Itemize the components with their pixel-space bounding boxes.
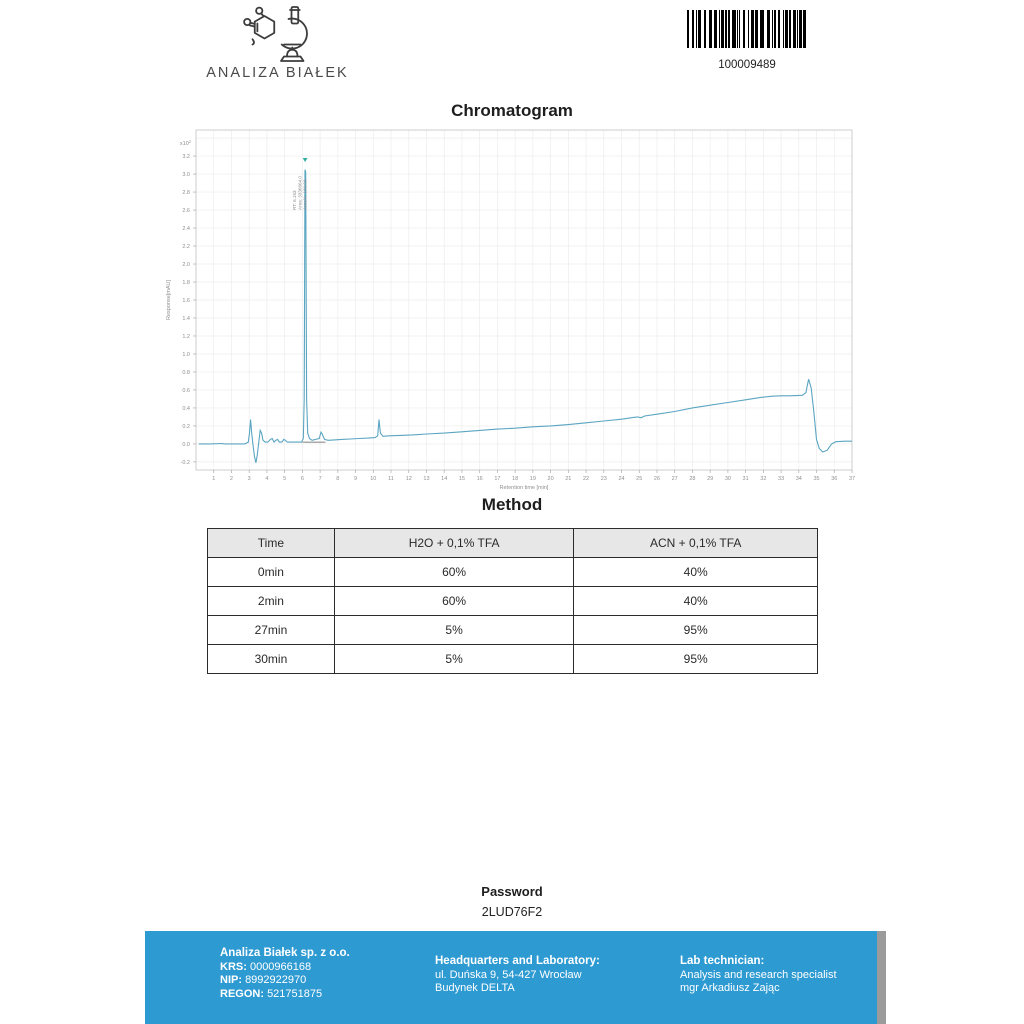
svg-text:24: 24 [618, 476, 625, 482]
method-table-cell: 40% [574, 587, 818, 616]
svg-text:2.8: 2.8 [182, 190, 190, 197]
footer-nip [220, 974, 350, 988]
svg-text:1.0: 1.0 [182, 351, 190, 358]
footer-bar [145, 931, 877, 1024]
headquarters-title: Headquarters and Laboratory: [435, 955, 600, 967]
logo-text: ANALIZA BIAŁEK [206, 65, 349, 81]
page-edge-strip [877, 931, 886, 1024]
svg-text:0.4: 0.4 [182, 405, 190, 412]
svg-text:1.2: 1.2 [182, 333, 190, 340]
headquarters-address-line2: Budynek DELTA [435, 982, 515, 994]
method-header-time: Time [208, 529, 335, 558]
method-table-cell: 5% [334, 616, 574, 645]
svg-text:-0.2: -0.2 [180, 459, 190, 466]
svg-text:2.4: 2.4 [182, 226, 190, 233]
svg-text:30: 30 [724, 476, 731, 482]
svg-text:1: 1 [212, 476, 216, 482]
method-table-row [208, 616, 818, 645]
svg-text:6: 6 [300, 476, 304, 482]
method-table-cell: 95% [574, 616, 818, 645]
svg-text:1.4: 1.4 [182, 315, 190, 322]
svg-text:11: 11 [388, 476, 394, 482]
nip-value: 8992922970 [245, 974, 307, 986]
svg-text:3: 3 [247, 476, 251, 482]
svg-text:RT: 6.153: RT: 6.153 [292, 190, 298, 210]
svg-text:32: 32 [760, 476, 767, 482]
svg-text:13: 13 [423, 476, 430, 482]
svg-text:Retention time [min]: Retention time [min] [499, 485, 549, 491]
svg-text:8: 8 [336, 476, 340, 482]
svg-text:12: 12 [405, 476, 412, 482]
svg-text:2.2: 2.2 [182, 244, 190, 251]
svg-text:17: 17 [494, 476, 501, 482]
svg-text:4: 4 [265, 476, 269, 482]
svg-text:18: 18 [512, 476, 519, 482]
barcode-number: 100009489 [718, 59, 776, 71]
svg-text:2.6: 2.6 [182, 208, 190, 215]
svg-text:0.0: 0.0 [182, 441, 190, 448]
method-title: Method [481, 495, 543, 514]
method-table-cell: 40% [574, 558, 818, 587]
svg-text:33: 33 [778, 476, 785, 482]
svg-text:15: 15 [458, 476, 466, 482]
svg-text:9: 9 [354, 476, 358, 482]
svg-text:2: 2 [229, 476, 233, 482]
method-table-cell: 5% [334, 645, 574, 674]
method-table-cell: 27min [208, 616, 335, 645]
svg-text:x102: $x10^2$ [179, 139, 191, 147]
footer-krs [220, 961, 350, 975]
svg-text:35: 35 [813, 476, 820, 482]
method-table-row [208, 558, 818, 587]
svg-text:20: 20 [547, 476, 554, 482]
krs-value: 0000966168 [249, 960, 312, 973]
method-table [207, 528, 818, 674]
svg-text:21: 21 [565, 476, 572, 482]
svg-text:34: 34 [795, 476, 802, 482]
method-table-cell: 0min [208, 558, 335, 587]
svg-text:7: 7 [318, 476, 322, 482]
svg-text:3.2: 3.2 [182, 154, 190, 161]
footer-headquarters [435, 955, 600, 996]
chromatogram-plot [156, 126, 856, 494]
svg-text:36: 36 [831, 476, 838, 482]
regon-label: REGON: [220, 987, 264, 1000]
svg-text:5: 5 [283, 476, 287, 482]
svg-text:2.0: 2.0 [182, 262, 190, 269]
molecule-microscope-icon [200, 5, 355, 63]
chromatogram-title: Chromatogram [451, 101, 573, 120]
footer-technician [680, 955, 837, 996]
svg-text:1.6: 1.6 [182, 298, 190, 304]
svg-text:1.8: 1.8 [182, 280, 190, 287]
method-table-cell: 60% [334, 558, 574, 587]
technician-line2: mgr Arkadiusz Zając [680, 982, 780, 994]
company-logo [200, 5, 355, 81]
svg-text:3.0: 3.0 [182, 172, 190, 179]
method-header-acn: ACN + 0,1% TFA [574, 529, 818, 558]
regon-value: 521751875 [267, 987, 323, 1000]
password-label: Password [481, 884, 543, 899]
svg-text:0.2: 0.2 [182, 423, 190, 430]
method-table-row [208, 587, 818, 616]
method-table-row [208, 645, 818, 674]
svg-text:29: 29 [707, 476, 714, 482]
svg-text:31: 31 [742, 476, 749, 482]
svg-text:14: 14 [441, 476, 448, 482]
svg-text:0.8: 0.8 [182, 369, 190, 376]
password-value: 2LUD76F2 [481, 905, 543, 919]
svg-text:37: 37 [848, 476, 856, 482]
svg-text:25: 25 [636, 476, 643, 482]
chromatogram-chart [156, 126, 856, 494]
technician-line1: Analysis and research specialist [680, 968, 837, 981]
krs-label: KRS: [220, 960, 247, 973]
footer-company-info [220, 947, 350, 1001]
svg-text:16: 16 [476, 476, 483, 482]
svg-text:19: 19 [529, 476, 536, 482]
technician-title: Lab technician: [680, 955, 765, 967]
svg-text:26: 26 [653, 476, 661, 482]
svg-text:27: 27 [671, 476, 678, 482]
headquarters-address-line1: ul. Duńska 9, 54-427 Wrocław [435, 968, 582, 981]
svg-text:23: 23 [600, 476, 607, 482]
method-table-cell: 2min [208, 587, 335, 616]
svg-text:0.6: 0.6 [182, 387, 190, 394]
method-table-cell: 95% [574, 645, 818, 674]
svg-text:Response[mAU]: Response[mAU] [166, 279, 172, 321]
barcode-icon [687, 10, 807, 48]
svg-text:28: 28 [689, 476, 696, 482]
nip-label: NIP: [220, 974, 242, 986]
svg-text:10: 10 [370, 476, 377, 482]
method-table-header-row [208, 529, 818, 558]
method-table-cell: 60% [334, 587, 574, 616]
svg-text:Area: 3336664.0: Area: 3336664.0 [297, 176, 303, 210]
svg-text:Area%: 100.00: Area%: 100.00 [302, 179, 308, 210]
method-header-h2o: H2O + 0,1% TFA [334, 529, 574, 558]
svg-text:22: 22 [582, 476, 590, 482]
method-table-cell: 30min [208, 645, 335, 674]
footer-company-name: Analiza Białek sp. z o.o. [220, 947, 350, 959]
barcode-block [687, 10, 807, 71]
footer-regon [220, 988, 350, 1002]
